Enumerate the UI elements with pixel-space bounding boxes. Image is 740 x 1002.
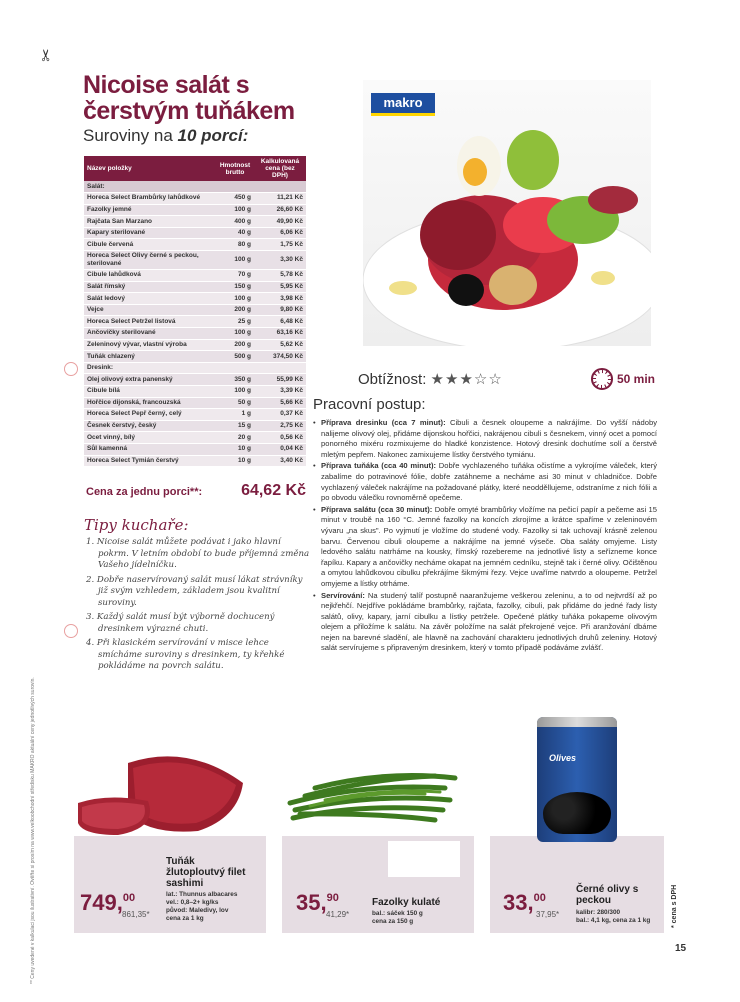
table-row xyxy=(84,251,306,270)
table-row xyxy=(84,328,306,340)
table-cell: 3,40 Kč xyxy=(254,455,306,467)
table-cell: Ančovičky sterilované xyxy=(84,328,216,340)
table-cell: 5,95 Kč xyxy=(254,281,306,293)
portion-price-value: 64,62 Kč xyxy=(241,482,306,499)
table-cell: 49,90 Kč xyxy=(254,216,306,228)
table-row xyxy=(84,397,306,409)
table-row xyxy=(84,281,306,293)
tip-item: 1. Nicoise salát můžete podávat i jako hlavní pokrm. V letním období to bude příjemná změna Vašeho jídelníčku. xyxy=(86,537,310,570)
table-section-row xyxy=(84,181,306,193)
table-cell: 200 g xyxy=(216,304,254,316)
table-cell: 150 g xyxy=(216,281,254,293)
table-cell: Česnek čerstvý, český xyxy=(84,420,216,432)
product-details: lat.: Thunnus albacares vel.: 0,8–2+ kg/ks původ: Maledivy, lov cena za 1 kg xyxy=(166,891,238,922)
makro-logo: makro xyxy=(371,93,435,113)
product-name: Černé olivy s peckou xyxy=(576,884,639,906)
difficulty-label: Obtížnost: xyxy=(358,371,431,388)
table-row xyxy=(84,216,306,228)
table-cell: Salát: xyxy=(84,181,306,193)
table-cell: 70 g xyxy=(216,270,254,282)
table-cell: 3,30 Kč xyxy=(254,251,306,270)
table-cell: 6,48 Kč xyxy=(254,316,306,328)
table-cell: 0,37 Kč xyxy=(254,409,306,421)
scissors-icon: ✂ xyxy=(38,48,56,62)
fold-mark xyxy=(64,362,78,376)
table-cell: Zeleninový vývar, vlastní výroba xyxy=(84,339,216,351)
table-cell: 11,21 Kč xyxy=(254,193,306,205)
table-cell: Cibule lahůdková xyxy=(84,270,216,282)
table-cell: 1,75 Kč xyxy=(254,239,306,251)
table-cell: 55,99 Kč xyxy=(254,374,306,386)
table-cell: 26,60 Kč xyxy=(254,204,306,216)
procedure-step: • Příprava dresinku (cca 7 minut): Cibuli a česnek oloupeme a nakrájíme. Do vyšší nádoby nalijeme olivový olej, přidáme dijonskou hořčici, nakrájenou cibuli s česnekem, vinný ocet a pomocí ponorného mixéru rozmixujeme do hladké konzistence. Hotový dresink dochutíme solí a čerstvě mletým pepřem. Nakonec zamixujeme lístky čerstvého tymiánu. xyxy=(313,418,657,460)
table-cell: 2,75 Kč xyxy=(254,420,306,432)
table-cell: Salát římský xyxy=(84,281,216,293)
table-cell: Fazolky jemné xyxy=(84,204,216,216)
table-row xyxy=(84,409,306,421)
white-box xyxy=(388,841,460,877)
table-cell: Horeca Select Pepř černý, celý xyxy=(84,409,216,421)
fold-mark xyxy=(64,624,78,638)
table-cell: 200 g xyxy=(216,339,254,351)
clock-icon xyxy=(591,368,613,390)
table-cell: 50 g xyxy=(216,397,254,409)
table-cell: 40 g xyxy=(216,227,254,239)
table-row xyxy=(84,270,306,282)
table-cell: 100 g xyxy=(216,328,254,340)
ingredients-table xyxy=(84,156,306,467)
table-row xyxy=(84,455,306,467)
table-row xyxy=(84,316,306,328)
tips-title: Tipy kuchaře: xyxy=(84,516,189,534)
difficulty xyxy=(358,370,503,388)
table-cell: Salát ledový xyxy=(84,293,216,305)
table-row xyxy=(84,339,306,351)
table-row xyxy=(84,204,306,216)
table-header-row xyxy=(84,156,306,181)
table-cell: 10 g xyxy=(216,455,254,467)
green-beans-image xyxy=(285,748,460,833)
table-cell: Sůl kamenná xyxy=(84,443,216,455)
olives-can-image xyxy=(537,717,617,842)
table-cell: 400 g xyxy=(216,216,254,228)
page-title: Nicoise salát s čerstvým tuňákem xyxy=(83,71,295,125)
tip-item: 4. Při klasickém servírování v misce lehce smícháme suroviny s dresinkem, ty křehké pokládáme na povrch salátu. xyxy=(86,638,285,671)
procedure-title: Pracovní postup: xyxy=(313,396,426,413)
product-price-with-vat: 861,35* xyxy=(122,910,150,919)
table-cell: Vejce xyxy=(84,304,216,316)
table-cell: Hořčice dijonská, francouzská xyxy=(84,397,216,409)
table-cell: 9,80 Kč xyxy=(254,304,306,316)
table-cell: 5,62 Kč xyxy=(254,339,306,351)
procedure-steps xyxy=(313,418,657,655)
product-price-with-vat: 41,29* xyxy=(326,910,350,919)
procedure-step: • Servírování: Na studený talíř postupně naaranžujeme veškerou zeleninu, a to od nejtvrdší až po nejkřehčí. Nejdříve pokládáme brambůrky, rajčata, fazolky, cibuli, pak přidáme do jedné řady listy salátů, olivy, kapary, jarní cibulku a lístky petržele. Opečené plátky tuňáka pokapeme olivovým olejem a přiložíme k salátu. Na závěr položíme na salát překrojené vejce. Při aranžování dbáme nejen na barevné sladění, ale hlavně na zachování charakteru jednotlivých druhů zeleniny. Hotový salát servírujeme s připraveným dresinkem, který v tomto případě podáváme zvlášť. xyxy=(313,591,657,655)
fine-print: ** Ceny uvedené v kalkulaci jsou ilustrativní. Ověřte si prosím na www.velkoobchodní středisku MAKRO aktuální ceny jednotlivých surovin. xyxy=(30,677,36,984)
table-cell: Dresink: xyxy=(84,362,306,374)
table-row xyxy=(84,193,306,205)
subtitle: Suroviny na 10 porcí: xyxy=(83,126,249,145)
table-cell: 6,06 Kč xyxy=(254,227,306,239)
salad-photo xyxy=(363,80,651,346)
table-cell: 20 g xyxy=(216,432,254,444)
table-cell: 374,50 Kč xyxy=(254,351,306,363)
table-cell: Horeca Select Olivy černé s peckou, sterilované xyxy=(84,251,216,270)
table-cell: Horeca Select Brambůrky lahůdkové xyxy=(84,193,216,205)
vat-note: * cena s DPH xyxy=(671,884,678,928)
table-cell: Ocet vinný, bílý xyxy=(84,432,216,444)
procedure-step: • Příprava salátu (cca 30 minut): Dobře omyté brambůrky vložíme na pečicí papír a pečeme asi 15 minut v troubě na 160 °C. Jemné fazolky na koncích zkrojíme a krátce spaříme v zeleninovém vývaru „na skus". Po vyjmutí je vložíme do studené vody. Fazolky si tak uchovají krásně zelenou barvu. Červenou cibuli oloupeme a nakrájíme na jemné výseče. Oba saláty omyjeme. Listy ledového salátu natrháme na kousky, římský rozebereme na jednotlivé listy a seřízneme konce řapíku. Kapary a ančovičky necháme okapat na jemném cedníku, stejně tak i černé olivy. Očištěnou a omytou lahůdkovou cibulku překrájíme šikmými řezy. Vejce uvaříme natvrdo a oloupeme. Petržel omyjeme a lístky otrháme. xyxy=(313,505,657,590)
tips-list xyxy=(86,537,311,676)
tip-item: 3. Každý salát musí být výborně dochucený dresinkem výrazné chuti. xyxy=(86,612,275,634)
table-row xyxy=(84,432,306,444)
product-details: kalibr: 280/300 bal.: 4,1 kg, cena za 1 kg xyxy=(576,909,651,924)
table-cell: 25 g xyxy=(216,316,254,328)
table-cell: 0,56 Kč xyxy=(254,432,306,444)
product-name: Tuňák žlutoploutvý filet sashimi xyxy=(166,856,246,889)
tuna-fillet-image xyxy=(78,743,248,838)
product-price: 35,90 xyxy=(296,890,339,915)
table-cell: Horeca Select Petržel listová xyxy=(84,316,216,328)
prep-time: 50 min xyxy=(617,372,656,386)
product-name: Fazolky kulaté xyxy=(372,897,441,908)
table-cell: 0,04 Kč xyxy=(254,443,306,455)
product-price-with-vat: 37,95* xyxy=(536,910,560,919)
table-cell: Olej olivový extra panenský xyxy=(84,374,216,386)
column-header: Kalkulovaná cena (bez DPH) xyxy=(254,156,306,181)
table-cell: 5,78 Kč xyxy=(254,270,306,282)
table-row xyxy=(84,374,306,386)
table-cell: Cibule bílá xyxy=(84,386,216,398)
table-cell: 100 g xyxy=(216,386,254,398)
table-cell: 1 g xyxy=(216,409,254,421)
table-row xyxy=(84,386,306,398)
table-cell: 3,39 Kč xyxy=(254,386,306,398)
table-cell: Kapary sterilované xyxy=(84,227,216,239)
table-cell: 100 g xyxy=(216,251,254,270)
table-section-row xyxy=(84,362,306,374)
table-cell: 10 g xyxy=(216,443,254,455)
table-cell: Rajčata San Marzano xyxy=(84,216,216,228)
product-price: 749,00 xyxy=(80,890,136,915)
table-cell: 15 g xyxy=(216,420,254,432)
table-cell: 63,16 Kč xyxy=(254,328,306,340)
table-cell: 500 g xyxy=(216,351,254,363)
table-cell: Tuňák chlazený xyxy=(84,351,216,363)
table-row xyxy=(84,293,306,305)
table-row xyxy=(84,239,306,251)
salad-illustration xyxy=(363,80,651,346)
table-cell: 100 g xyxy=(216,293,254,305)
table-cell: 3,98 Kč xyxy=(254,293,306,305)
table-cell: 80 g xyxy=(216,239,254,251)
table-cell: Horeca Select Tymián čerstvý xyxy=(84,455,216,467)
table-cell: 350 g xyxy=(216,374,254,386)
portion-price-label: Cena za jednu porci**: xyxy=(86,486,203,498)
table-cell: Cibule červená xyxy=(84,239,216,251)
column-header: Název položky xyxy=(84,156,216,181)
procedure-step: • Příprava tuňáka (cca 40 minut): Dobře vychlazeného tuňáka očistíme a vykrojíme váleček, který zabalíme do potravinové fólie, dobře zatáhneme a necháme asi 30 minut v chladničce. Dobře vychlazený váleček nakrájíme na požadované plátky, které neodděllujeme, odstraníme z nich fólii a po obvodu válečku rovnoměrně opečeme. xyxy=(313,461,657,503)
column-header: Hmotnost brutto xyxy=(216,156,254,181)
product-price: 33,00 xyxy=(503,890,546,915)
can-label: Olives xyxy=(549,753,577,763)
table-row xyxy=(84,304,306,316)
tip-item: 2. Dobře naservírovaný salát musí lákat strávníky již svým vzhledem, základem jsou kvalitní suroviny. xyxy=(86,574,303,608)
page-number: 15 xyxy=(675,943,687,954)
product-details: bal.: sáček 150 g cena za 150 g xyxy=(372,910,423,925)
table-cell: 5,66 Kč xyxy=(254,397,306,409)
table-row xyxy=(84,351,306,363)
table-cell: 100 g xyxy=(216,204,254,216)
table-cell: 450 g xyxy=(216,193,254,205)
star-rating-icon: ★★★☆☆ xyxy=(430,371,503,388)
table-row xyxy=(84,227,306,239)
table-row xyxy=(84,443,306,455)
table-row xyxy=(84,420,306,432)
